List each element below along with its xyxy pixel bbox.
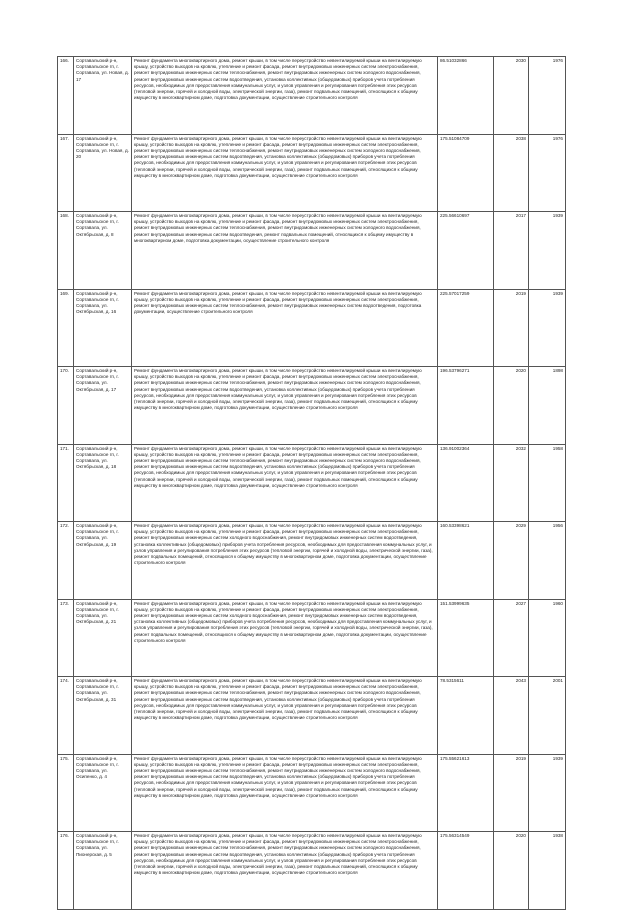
- planned-year-cell: 2027: [494, 599, 529, 677]
- work-description-cell: Ремонт фундамента многоквартирного дома, ремонт крыши, в том числе переустройство невентилируемой крыши на вентилируемую крышу, устройство выходов на кровлю, утепление и ремонт фасада, ремонт внутридомовых инженерных систем электроснабжения, ремонт внутридомовых инженерных систем теплоснабжения, ремонт внутридомовых инженерных систем холодного водоснабжения, ремонт внутридомовых инженерных систем водоотведения, установка коллективных (общедомовых) приборов учета потребления ресурсов, необходимых для предоставления коммунальных услуг, и узлов управления и регулирования потребления этих ресурсов (тепловой энергии, горячей и холодной воды, электрической энергии, газа), ремонт подвальных помещений, относящихся к общему имуществу в многоквартирном доме, подготовка документации, осуществление строительного контроля: [132, 367, 438, 445]
- table-row: [58, 134, 566, 212]
- build-year-cell: 1898: [529, 367, 566, 445]
- row-number-cell: 173.: [58, 599, 74, 677]
- row-number-cell: 175.: [58, 754, 74, 832]
- address-cell: Сортавальский р-н, Сортавальское гп, г. Сортавала, ул. Октябрьская, д. 31: [74, 677, 132, 755]
- row-number-cell: 170.: [58, 367, 74, 445]
- table-row: [58, 754, 566, 832]
- work-description-cell: Ремонт фундамента многоквартирного дома, ремонт крыши, в том числе переустройство невентилируемой крыши на вентилируемую крышу, устройство выходов на кровлю, утепление и ремонт фасада, ремонт внутридомовых инженерных систем электроснабжения, ремонт внутридомовых инженерных систем теплоснабжения, ремонт внутридомовых инженерных систем холодного водоснабжения, ремонт внутридомовых инженерных систем водоотведения, установка коллективных (общедомовых) приборов учета потребления ресурсов, необходимых для предоставления коммунальных услуг, и узлов управления и регулирования потребления этих ресурсов (тепловой энергии, горячей и холодной воды, электрической энергии, газа), ремонт подвальных помещений, относящихся к общему имуществу в многоквартирном доме, подготовка документации, осуществление строительного контроля: [132, 444, 438, 522]
- table-row: [58, 599, 566, 677]
- amount-cell: 78.5315611: [438, 677, 494, 755]
- amount-cell: 136.91002364: [438, 444, 494, 522]
- planned-year-cell: 2019: [494, 754, 529, 832]
- amount-cell: 175.56314549: [438, 832, 494, 910]
- work-description-cell: Ремонт фундамента многоквартирного дома, ремонт крыши, в том числе переустройство невентилируемой крыши на вентилируемую крышу, устройство выходов на кровлю, утепление и ремонт фасада, ремонт внутридомовых инженерных систем электроснабжения, ремонт внутридомовых инженерных систем теплоснабжения, ремонт внутридомовых инженерных систем холодного водоснабжения, ремонт внутридомовых инженерных систем водоотведения, установка коллективных (общедомовых) приборов учета потребления ресурсов, необходимых для предоставления коммунальных услуг, и узлов управления и регулирования потребления этих ресурсов (тепловой энергии, горячей и холодной воды, электрической энергии, газа), ремонт подвальных помещений, относящихся к общему имуществу в многоквартирном доме, подготовка документации, осуществление строительного контроля: [132, 832, 438, 910]
- row-number-cell: 168.: [58, 212, 74, 290]
- address-cell: Сортавальский р-н, Сортавальское гп, г. Сортавала, ул. Октябрьская, д. 16: [74, 289, 132, 367]
- address-cell: Сортавальский р-н, Сортавальское гп, г. Сортавала, ул. Осипенко, д. 4: [74, 754, 132, 832]
- table-row: [58, 444, 566, 522]
- table-row: [58, 522, 566, 600]
- build-year-cell: 1958: [529, 444, 566, 522]
- amount-cell: 225.56610697: [438, 212, 494, 290]
- row-number-cell: 167.: [58, 134, 74, 212]
- row-number-cell: 169.: [58, 289, 74, 367]
- amount-cell: 175.51084709: [438, 134, 494, 212]
- work-description-cell: Ремонт фундамента многоквартирного дома, ремонт крыши, в том числе переустройство невентилируемой крыши на вентилируемую крышу, устройство выходов на кровлю, утепление и ремонт фасада, ремонт внутридомовых инженерных систем электроснабжения, ремонт внутридомовых инженерных систем теплоснабжения, ремонт внутридомовых инженерных систем холодного водоснабжения, ремонт внутридомовых инженерных систем водоотведения, установка коллективных (общедомовых) приборов учета потребления ресурсов, необходимых для предоставления коммунальных услуг, и узлов управления и регулирования потребления этих ресурсов (тепловой энергии, горячей и холодной воды, электрической энергии, газа), ремонт подвальных помещений, относящихся к общему имуществу в многоквартирном доме, подготовка документации, осуществление строительного контроля: [132, 57, 438, 135]
- renovation-table: [57, 56, 566, 910]
- planned-year-cell: 2043: [494, 677, 529, 755]
- row-number-cell: 176.: [58, 832, 74, 910]
- work-description-cell: Ремонт фундамента многоквартирного дома, ремонт крыши, в том числе переустройство невентилируемой крыши на вентилируемую крышу, устройство выходов на кровлю, утепление и ремонт фасада, ремонт внутридомовых инженерных систем электроснабжения, ремонт внутридомовых инженерных систем теплоснабжения, ремонт внутридомовых инженерных систем холодного водоснабжения, ремонт внутридомовых инженерных систем водоотведения, установка коллективных (общедомовых) приборов учета потребления ресурсов, необходимых для предоставления коммунальных услуг, и узлов управления и регулирования потребления этих ресурсов (тепловой энергии, горячей и холодной воды, электрической энергии, газа), ремонт подвальных помещений, относящихся к общему имуществу в многоквартирном доме, подготовка документации, осуществление строительного контроля: [132, 134, 438, 212]
- table-row: [58, 57, 566, 135]
- work-description-cell: Ремонт фундамента многоквартирного дома, ремонт крыши, в том числе переустройство невентилируемой крыши на вентилируемую крышу, устройство выходов на кровлю, утепление и ремонт фасада, ремонт внутридомовых инженерных систем электроснабжения, ремонт внутридомовых инженерных систем теплоснабжения, ремонт внутридомовых инженерных систем холодного водоснабжения, ремонт внутридомовых инженерных систем водоотведения, ремонт подвальных помещений, относящихся к общему имуществу в многоквартирном доме, подготовка документации, осуществление строительного контроля: [132, 212, 438, 290]
- amount-cell: 196.53796271: [438, 367, 494, 445]
- planned-year-cell: 2017: [494, 212, 529, 290]
- row-number-cell: 172.: [58, 522, 74, 600]
- address-cell: Сортавальский р-н, Сортавальское гп, г. Сортавала, ул. Октябрьская, д. 21: [74, 599, 132, 677]
- table-row: [58, 212, 566, 290]
- table-row: [58, 367, 566, 445]
- amount-cell: 225.57017259: [438, 289, 494, 367]
- row-number-cell: 166.: [58, 57, 74, 135]
- build-year-cell: 1956: [529, 522, 566, 600]
- address-cell: Сортавальский р-н, Сортавальское гп, г. Сортавала, ул. Октябрьская, д. 8: [74, 212, 132, 290]
- address-cell: Сортавальский р-н, Сортавальское гп, г. Сортавала, ул. Новая, д. 17: [74, 57, 132, 135]
- build-year-cell: 1939: [529, 754, 566, 832]
- address-cell: Сортавальский р-н, Сортавальское гп, г. Сортавала, ул. Октябрьская, д. 17: [74, 367, 132, 445]
- work-description-cell: Ремонт фундамента многоквартирного дома, ремонт крыши, в том числе переустройство невентилируемой крыши на вентилируемую крышу, устройство выходов на кровлю, утепление и ремонт фасада, ремонт внутридомовых инженерных систем электроснабжения, ремонт внутридомовых инженерных систем холодного водоснабжения, ремонт внутридомовых инженерных систем водоотведения, установка коллективных (общедомовых) приборов учета потребления ресурсов, необходимых для предоставления коммунальных услуг, и узлов управления и регулирования потребления этих ресурсов (тепловой энергии, горячей и холодной воды, электрической энергии, газа), ремонт подвальных помещений, относящихся к общему имуществу в многоквартирном доме, подготовка документации, осуществление строительного контроля: [132, 522, 438, 600]
- build-year-cell: 1976: [529, 134, 566, 212]
- planned-year-cell: 2032: [494, 444, 529, 522]
- table-row: [58, 677, 566, 755]
- work-description-cell: Ремонт фундамента многоквартирного дома, ремонт крыши, в том числе переустройство невентилируемой крыши на вентилируемую крышу, устройство выходов на кровлю, утепление и ремонт фасада, ремонт внутридомовых инженерных систем электроснабжения, ремонт внутридомовых инженерных систем теплоснабжения, ремонт внутридомовых инженерных систем холодного водоснабжения, ремонт внутридомовых инженерных систем водоотведения, установка коллективных (общедомовых) приборов учета потребления ресурсов, необходимых для предоставления коммунальных услуг, и узлов управления и регулирования потребления этих ресурсов (тепловой энергии, горячей и холодной воды, электрической энергии, газа), ремонт подвальных помещений, относящихся к общему имуществу в многоквартирном доме, подготовка документации, осуществление строительного контроля: [132, 754, 438, 832]
- row-number-cell: 171.: [58, 444, 74, 522]
- planned-year-cell: 2038: [494, 134, 529, 212]
- planned-year-cell: 2030: [494, 57, 529, 135]
- amount-cell: 151.53999635: [438, 599, 494, 677]
- planned-year-cell: 2020: [494, 367, 529, 445]
- address-cell: Сортавальский р-н, Сортавальское гп, г. Сортавала, ул. Пионерская, д. 5: [74, 832, 132, 910]
- build-year-cell: 1939: [529, 212, 566, 290]
- table-row: [58, 289, 566, 367]
- amount-cell: 175.55621613: [438, 754, 494, 832]
- work-description-cell: Ремонт фундамента многоквартирного дома, ремонт крыши, в том числе переустройство невентилируемой крыши на вентилируемую крышу, устройство выходов на кровлю, утепление и ремонт фасада, ремонт внутридомовых инженерных систем электроснабжения, ремонт внутридомовых инженерных систем теплоснабжения, ремонт внутридомовых инженерных систем холодного водоснабжения, ремонт внутридомовых инженерных систем водоотведения, установка коллективных (общедомовых) приборов учета потребления ресурсов, необходимых для предоставления коммунальных услуг, и узлов управления и регулирования потребления этих ресурсов (тепловой энергии, горячей и холодной воды, электрической энергии, газа), ремонт подвальных помещений, относящихся к общему имуществу в многоквартирном доме, подготовка документации, осуществление строительного контроля: [132, 677, 438, 755]
- table-body: [58, 57, 566, 910]
- build-year-cell: 1960: [529, 599, 566, 677]
- row-number-cell: 174.: [58, 677, 74, 755]
- amount-cell: 160.53398621: [438, 522, 494, 600]
- address-cell: Сортавальский р-н, Сортавальское гп, г. Сортавала, ул. Октябрьская, д. 18: [74, 444, 132, 522]
- address-cell: Сортавальский р-н, Сортавальское гп, г. Сортавала, ул. Новая, д. 20: [74, 134, 132, 212]
- build-year-cell: 2001: [529, 677, 566, 755]
- planned-year-cell: 2019: [494, 289, 529, 367]
- build-year-cell: 1939: [529, 289, 566, 367]
- table-row: [58, 832, 566, 910]
- planned-year-cell: 2029: [494, 522, 529, 600]
- build-year-cell: 1976: [529, 57, 566, 135]
- work-description-cell: Ремонт фундамента многоквартирного дома, ремонт крыши, в том числе переустройство невентилируемой крыши на вентилируемую крышу, устройство выходов на кровлю, утепление и ремонт фасада, ремонт внутридомовых инженерных систем электроснабжения, ремонт внутридомовых инженерных систем холодного водоснабжения, ремонт внутридомовых инженерных систем водоотведения, установка коллективных (общедомовых) приборов учета потребления ресурсов, необходимых для предоставления коммунальных услуг, и узлов управления и регулирования потребления этих ресурсов (тепловой энергии, горячей и холодной воды, электрической энергии, газа), ремонт подвальных помещений, относящихся к общему имуществу в многоквартирном доме, подготовка документации, осуществление строительного контроля: [132, 599, 438, 677]
- work-description-cell: Ремонт фундамента многоквартирного дома, ремонт крыши, в том числе переустройство невентилируемой крыши на вентилируемую крышу, устройство выходов на кровлю, утепление и ремонт фасада, ремонт внутридомовых инженерных систем электроснабжения, ремонт внутридомовых инженерных систем теплоснабжения, ремонт внутридомовых инженерных систем водоотведения, подготовка документации, осуществление строительного контроля: [132, 289, 438, 367]
- planned-year-cell: 2020: [494, 832, 529, 910]
- build-year-cell: 1938: [529, 832, 566, 910]
- address-cell: Сортавальский р-н, Сортавальское гп, г. Сортавала, ул. Октябрьская, д. 19: [74, 522, 132, 600]
- amount-cell: 86.51032866: [438, 57, 494, 135]
